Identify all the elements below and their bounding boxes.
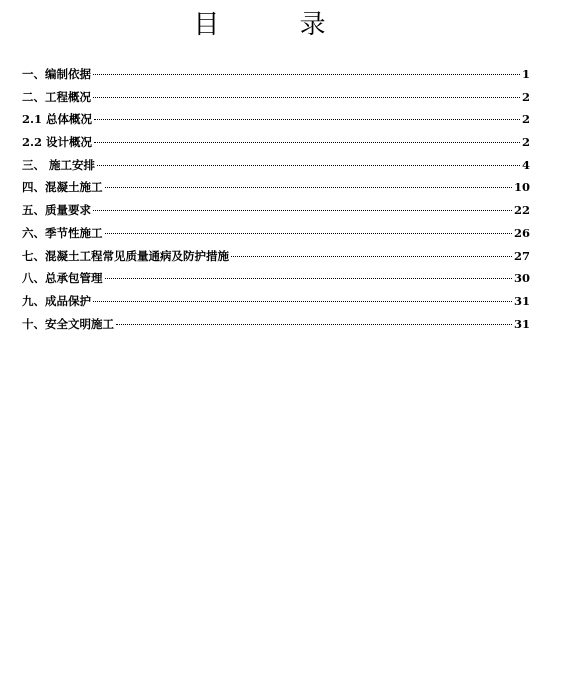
toc-entry-label: 九、成品保护 — [22, 293, 91, 308]
toc-entry-page: 4 — [521, 157, 530, 172]
toc-entry-label: 2.1 总体概况 — [22, 112, 93, 127]
toc-leader-dots — [93, 210, 512, 211]
toc-entry-5[interactable] — [22, 202, 530, 225]
toc-entry-label: 十、安全文明施工 — [22, 316, 114, 331]
toc-entry-label: 四、混凝土施工 — [22, 180, 103, 195]
toc-entry-label: 二、工程概况 — [22, 89, 91, 104]
toc-entry-8[interactable] — [22, 270, 530, 293]
toc-entry-page: 10 — [513, 180, 530, 195]
toc-entry-label: 2.2 设计概况 — [22, 135, 93, 150]
table-of-contents — [22, 66, 530, 338]
toc-leader-dots — [97, 165, 520, 166]
toc-entry-label: 六、季节性施工 — [22, 225, 103, 240]
toc-entry-9[interactable] — [22, 293, 530, 316]
toc-leader-dots — [93, 74, 520, 75]
toc-entry-label: 一、编制依据 — [22, 67, 91, 81]
toc-title: 目 录 — [193, 10, 362, 40]
toc-entry-page: 2 — [521, 135, 530, 150]
toc-leader-dots — [93, 301, 512, 302]
toc-entry-page: 2 — [521, 112, 530, 127]
toc-entry-label: 五、质量要求 — [22, 203, 91, 218]
toc-leader-dots — [105, 187, 512, 188]
toc-entry-4[interactable] — [22, 179, 530, 202]
toc-leader-dots — [116, 324, 512, 325]
toc-leader-dots — [105, 278, 512, 279]
toc-entry-page: 2 — [521, 89, 530, 104]
toc-entry-1[interactable] — [22, 66, 530, 89]
toc-entry-page: 31 — [513, 316, 530, 331]
toc-entry-label: 三、 施工安排 — [22, 157, 96, 172]
toc-entry-10[interactable] — [22, 316, 530, 339]
toc-entry-2-1[interactable] — [22, 111, 530, 134]
toc-entry-2[interactable] — [22, 89, 530, 112]
toc-entry-page: 1 — [521, 67, 530, 81]
toc-leader-dots — [94, 119, 520, 120]
toc-entry-page: 31 — [513, 293, 530, 308]
toc-entry-7[interactable] — [22, 248, 530, 271]
toc-entry-page: 30 — [513, 271, 530, 286]
toc-leader-dots — [94, 142, 520, 143]
toc-entry-label: 八、总承包管理 — [22, 271, 103, 286]
toc-leader-dots — [105, 233, 512, 234]
toc-entry-page: 22 — [513, 203, 530, 218]
toc-leader-dots — [231, 256, 512, 257]
toc-entry-label: 七、混凝土工程常见质量通病及防护措施 — [22, 248, 229, 263]
toc-entry-page: 26 — [513, 225, 530, 240]
toc-leader-dots — [93, 97, 520, 98]
toc-entry-2-2[interactable] — [22, 134, 530, 157]
toc-entry-3[interactable] — [22, 157, 530, 180]
toc-entry-6[interactable] — [22, 225, 530, 248]
toc-entry-page: 27 — [513, 248, 530, 263]
